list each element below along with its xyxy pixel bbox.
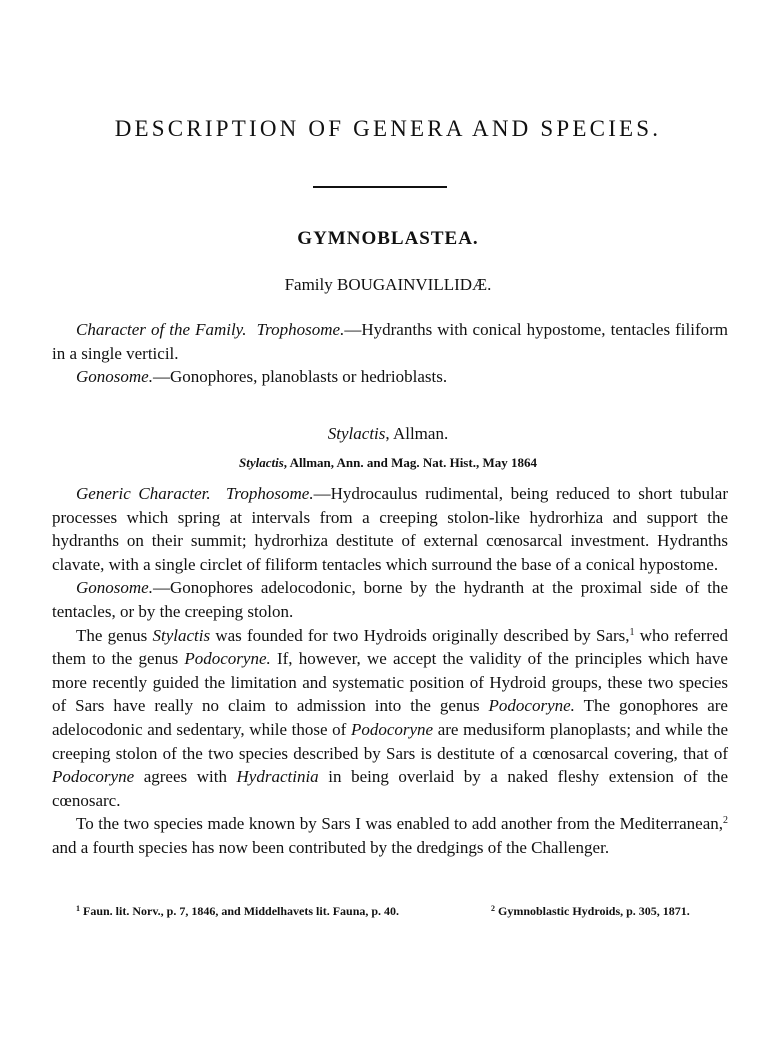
text-run: If, however, we accept the validity of the principles which have more recently guided the limitation and systematic position of Hydroid groups, these two species of Sars have really no claim to admission into the genus — [52, 649, 728, 716]
text-run: The gonophores are adelocodonic and sedentary, while those of — [52, 696, 728, 739]
genus-trophosome-text: —Hydrocaulus rudimental, being reduced to short tubular processes which spring at intervals from a creeping stolon-like hydrorhiza and support the hydranths on their summit; hydrorhiza destitute of external cœnosarcal investment. Hydranths clavate, with a single circlet of filiform tentacles which surround the base of a conical hypostome. — [52, 484, 728, 574]
genus-history-paragraph — [52, 624, 728, 813]
footnote-ref-2: 2 — [723, 815, 728, 827]
footnote-text: Faun. lit. Norv., p. 7, 1846, and Middelhavets lit. Fauna, p. 40. — [80, 904, 400, 918]
text-run: was founded for two Hydroids originally described by Sars, — [210, 625, 630, 645]
genus-author: , Allman. — [385, 424, 449, 443]
genus-ref-text: , Allman, Ann. and Mag. Nat. Hist., May 1864 — [283, 455, 537, 470]
italic-taxon: Podocoryne — [52, 767, 135, 787]
genus-heading — [0, 424, 776, 444]
footnote-number: 2 — [491, 904, 495, 913]
generic-character-paragraph — [52, 482, 728, 576]
italic-taxon: Podocoryne. — [184, 649, 271, 669]
genus-gonosome-label: Gonosome. — [76, 578, 153, 598]
italic-taxon: Hydractinia — [236, 767, 319, 787]
family-trophosome-paragraph — [52, 318, 728, 365]
family-gonosome-text: —Gonophores, planoblasts or hedrioblasts. — [152, 367, 448, 387]
text-run: To the two species made known by Sars I was enabled to add another from the Mediterranean, — [76, 814, 723, 834]
genus-ref-name: Stylactis — [239, 455, 284, 470]
italic-taxon: Stylactis — [152, 625, 211, 645]
footnote-number: 1 — [76, 904, 80, 913]
text-run: agrees with — [134, 767, 237, 787]
family-trophosome-label: Trophosome. — [256, 320, 345, 339]
title-rule — [313, 186, 447, 188]
genus-body — [52, 482, 728, 860]
genus-name: Stylactis — [327, 424, 386, 443]
text-run: are medusiform planoplasts; and while the creeping stolon of the two species described by Sars is destitute of a cœnosarcal covering, that of — [52, 719, 728, 763]
text-run: The genus — [76, 625, 153, 645]
text-run: who referred them to the genus — [52, 625, 728, 669]
footnote-1 — [76, 904, 399, 919]
family-character-block — [52, 318, 728, 389]
text-run: in being overlaid by a naked fleshy extension of the cœnosarc. — [52, 767, 728, 810]
family-character-label: Character of the Family. — [76, 320, 247, 339]
family-trophosome-text: —Hydranths with conical hypostome, tentacles filiform in a single verticil. — [52, 320, 728, 363]
genus-trophosome-label: Trophosome. — [225, 484, 314, 503]
family-gonosome-paragraph — [52, 365, 728, 389]
italic-taxon: Podocoryne — [350, 719, 434, 739]
page-title: DESCRIPTION OF GENERA AND SPECIES. — [114, 116, 662, 141]
footnote-ref-1: 1 — [629, 626, 635, 638]
genus-reference — [0, 455, 776, 471]
footnote-text: Gymnoblastic Hydroids, p. 305, 1871. — [495, 904, 690, 918]
footnote-2 — [491, 904, 690, 919]
family-heading: Family BOUGAINVILLIDÆ. — [284, 275, 492, 294]
generic-character-label: Generic Character. — [76, 484, 211, 503]
text-run: and a fourth species has now been contributed by the dredgings of the Challenger. — [52, 837, 610, 857]
genus-gonosome-paragraph — [52, 576, 728, 623]
family-gonosome-label: Gonosome. — [76, 367, 153, 387]
genus-gonosome-text: —Gonophores adelocodonic, borne by the hydranth at the proximal side of the tentacles, or by the creeping stolon. — [52, 578, 728, 621]
species-paragraph — [52, 812, 728, 859]
section-title: GYMNOBLASTEA. — [297, 228, 479, 249]
italic-taxon: Podocoryne. — [488, 696, 575, 716]
